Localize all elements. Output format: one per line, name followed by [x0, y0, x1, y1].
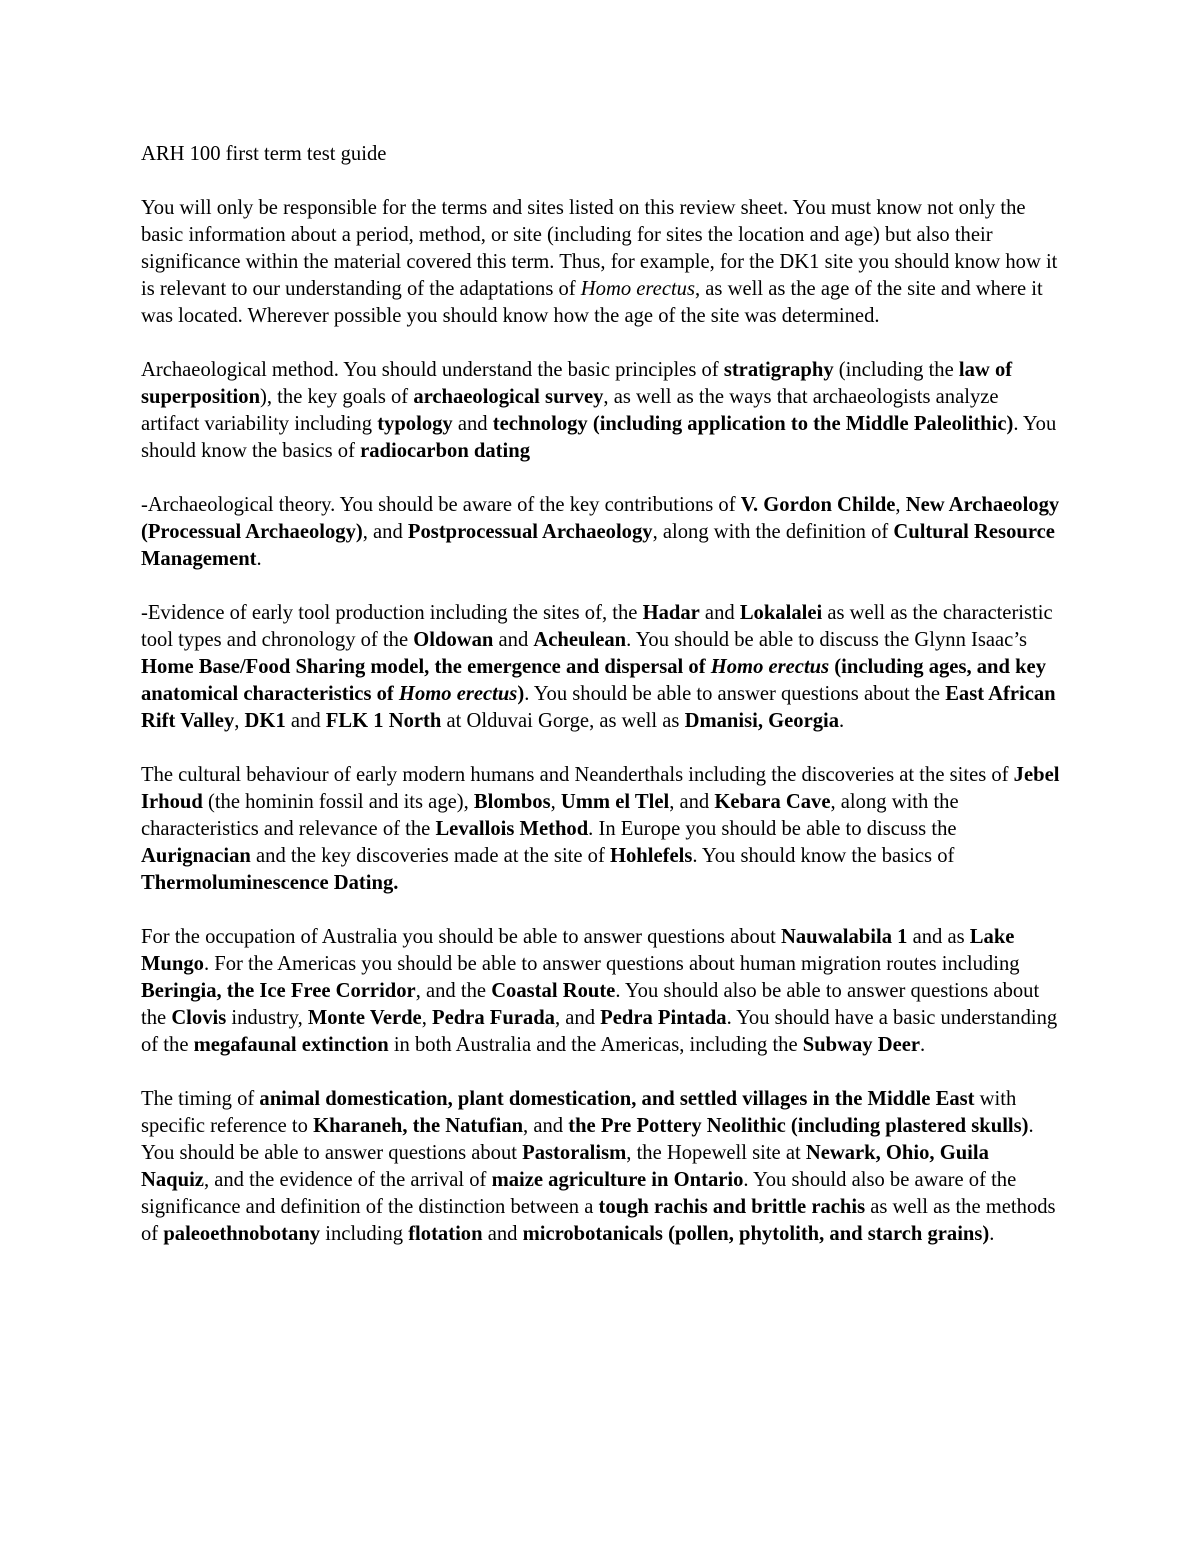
archaeological-theory-paragraph [141, 492, 1061, 573]
text-run: law of superposition [141, 359, 1013, 408]
text-run: , [550, 791, 561, 813]
text-run: For the occupation of Australia you should be able to answer questions about [141, 926, 781, 948]
text-run: Homo erectus [398, 683, 518, 705]
text-run: (including ages, and key anatomical characteristics of [141, 656, 1046, 705]
text-run: , and the [415, 980, 492, 1002]
australia-americas-paragraph [141, 924, 1061, 1059]
text-run: and [285, 710, 326, 732]
text-run: Levallois Method [435, 818, 589, 840]
text-run: Cultural Resource Management [141, 521, 1055, 570]
text-run: (including the [833, 359, 959, 381]
text-run: -Evidence of early tool production including the sites of, the [141, 602, 643, 624]
text-run: The cultural behaviour of early modern humans and Neanderthals including the discoveries at the sites of [141, 764, 1014, 786]
text-run: . [839, 710, 845, 732]
text-run: with specific reference to [141, 1088, 1017, 1137]
early-tool-production-paragraph [141, 600, 1061, 735]
text-run: Jebel Irhoud [141, 764, 1060, 813]
text-run: FLK 1 North [325, 710, 442, 732]
text-run: and as [907, 926, 970, 948]
document-title: ARH 100 first term test guide [141, 143, 387, 165]
text-run: maize agriculture in Ontario [491, 1169, 744, 1191]
text-run: , the Hopewell site at [626, 1142, 806, 1164]
text-run: paleoethnobotany [163, 1223, 321, 1245]
text-run: Home Base/Food Sharing model, the emergence and dispersal of [141, 656, 711, 678]
text-run: ) [517, 683, 525, 705]
text-run: . You should also be aware of the significance and definition of the distinction between a [141, 1169, 1017, 1218]
early-modern-humans-paragraph [141, 762, 1061, 897]
text-run: Clovis [171, 1007, 227, 1029]
text-run: . [256, 548, 262, 570]
text-run: archaeological survey [413, 386, 604, 408]
text-run: V. Gordon Childe [740, 494, 896, 516]
text-run: as well as the characteristic tool types and chronology of the [141, 602, 1053, 651]
text-run: technology (including application to the Middle Paleolithic) [492, 413, 1014, 435]
text-run: . You should also be able to answer questions about the [141, 980, 1040, 1029]
text-run: (the hominin fossil and its age), [202, 791, 474, 813]
text-run: microbotanicals (pollen, phytolith, and starch grains) [522, 1223, 990, 1245]
text-run: animal domestication, plant domestication, and settled villages in the Middle East [259, 1088, 975, 1110]
text-run: , as well as the age of the site and where it was located. Wherever possible you should know how the age of the site was determined. [141, 278, 1043, 327]
text-run: . For the Americas you should be able to answer questions about human migration routes including [203, 953, 1020, 975]
text-run: Dmanisi, Georgia [684, 710, 840, 732]
text-run: , as well as the ways that archaeologists analyze artifact variability including [141, 386, 999, 435]
text-run: Homo erectus [580, 278, 695, 300]
text-run: . You should have a basic understanding of the [141, 1007, 1058, 1056]
text-run: Pastoralism [522, 1142, 627, 1164]
text-run: and [452, 413, 493, 435]
text-run: Blombos [473, 791, 551, 813]
text-run: . You should know the basics of [692, 845, 955, 867]
text-run: , and the evidence of the arrival of [203, 1169, 492, 1191]
text-run: , and [362, 521, 408, 543]
text-run: . You should know the basics of [141, 413, 1057, 462]
text-run: radiocarbon dating [360, 440, 530, 462]
text-run: , and [669, 791, 715, 813]
text-run: . You should be able to answer questions about [141, 1115, 1034, 1164]
text-run: Kebara Cave [714, 791, 831, 813]
text-run: Lokalalei [739, 602, 823, 624]
text-run: You will only be responsible for the terms and sites listed on this review sheet. You must know not only the basic information about a period, method, or site (including for sites the location and age) but also their significance within the material covered this term. Thus, for example, for the DK1 site you should know how it is relevant to our understanding of the adaptations of [141, 197, 1058, 300]
text-run: Umm el Tlel [560, 791, 670, 813]
text-run: as well as the methods of [141, 1196, 1056, 1245]
text-run: Coastal Route [491, 980, 616, 1002]
text-run: . You should be able to answer questions about the [524, 683, 946, 705]
text-run: , [895, 494, 906, 516]
text-run: , along with the definition of [652, 521, 894, 543]
text-run: New Archaeology (Processual Archaeology) [141, 494, 1060, 543]
text-run: stratigraphy [723, 359, 834, 381]
document-page [141, 141, 1061, 1275]
text-run: Aurignacian [141, 845, 251, 867]
text-run: Thermoluminescence Dating. [141, 872, 399, 894]
text-run: . [989, 1223, 995, 1245]
text-run: Postprocessual Archaeology [407, 521, 653, 543]
text-run: megafaunal extinction [193, 1034, 389, 1056]
text-run: , and [523, 1115, 569, 1137]
text-run: typology [377, 413, 453, 435]
text-run: Nauwalabila 1 [781, 926, 908, 948]
text-run: , [234, 710, 245, 732]
text-run: Beringia, the Ice Free Corridor [141, 980, 416, 1002]
text-run: flotation [408, 1223, 483, 1245]
text-run: Oldowan [413, 629, 494, 651]
text-run: in both Australia and the Americas, including the [388, 1034, 803, 1056]
text-run: Subway Deer [802, 1034, 921, 1056]
text-run: Lake Mungo [141, 926, 1015, 975]
text-run: Pedra Pintada [600, 1007, 727, 1029]
text-run: Homo erectus [710, 656, 830, 678]
archaeological-method-paragraph [141, 357, 1061, 465]
text-run: and the key discoveries made at the site of [250, 845, 610, 867]
text-run: Archaeological method. You should understand the basic principles of [141, 359, 724, 381]
text-run: at Olduvai Gorge, as well as [441, 710, 685, 732]
text-run: Monte Verde [307, 1007, 422, 1029]
text-run: Acheulean [533, 629, 627, 651]
text-run: ), the key goals of [260, 386, 414, 408]
text-run: the Pre Pottery Neolithic (including plastered skulls) [568, 1115, 1029, 1137]
text-run: DK1 [244, 710, 286, 732]
text-run: tough rachis and brittle rachis [598, 1196, 866, 1218]
text-run: and [699, 602, 740, 624]
text-run: , [421, 1007, 432, 1029]
text-run: including [320, 1223, 409, 1245]
text-run: The timing of [141, 1088, 260, 1110]
domestication-paragraph [141, 1086, 1061, 1248]
text-run: and [482, 1223, 523, 1245]
text-run: and [493, 629, 534, 651]
text-run: . [920, 1034, 926, 1056]
text-run: -Archaeological theory. You should be aware of the key contributions of [141, 494, 741, 516]
text-run: Newark, Ohio, Guila Naquiz [141, 1142, 989, 1191]
text-run: Hohlefels [609, 845, 693, 867]
text-run: Pedra Furada [432, 1007, 555, 1029]
text-run: Hadar [642, 602, 700, 624]
text-run: , and [554, 1007, 601, 1029]
text-run: Kharaneh, the Natufian [313, 1115, 524, 1137]
text-run: . In Europe you should be able to discuss the [588, 818, 957, 840]
intro-paragraph [141, 195, 1061, 330]
text-run: East African Rift Valley [141, 683, 1056, 732]
text-run: . You should be able to discuss the Glynn Isaac’s [626, 629, 1028, 651]
text-run: , along with the characteristics and relevance of the [141, 791, 959, 840]
text-run: industry, [226, 1007, 308, 1029]
